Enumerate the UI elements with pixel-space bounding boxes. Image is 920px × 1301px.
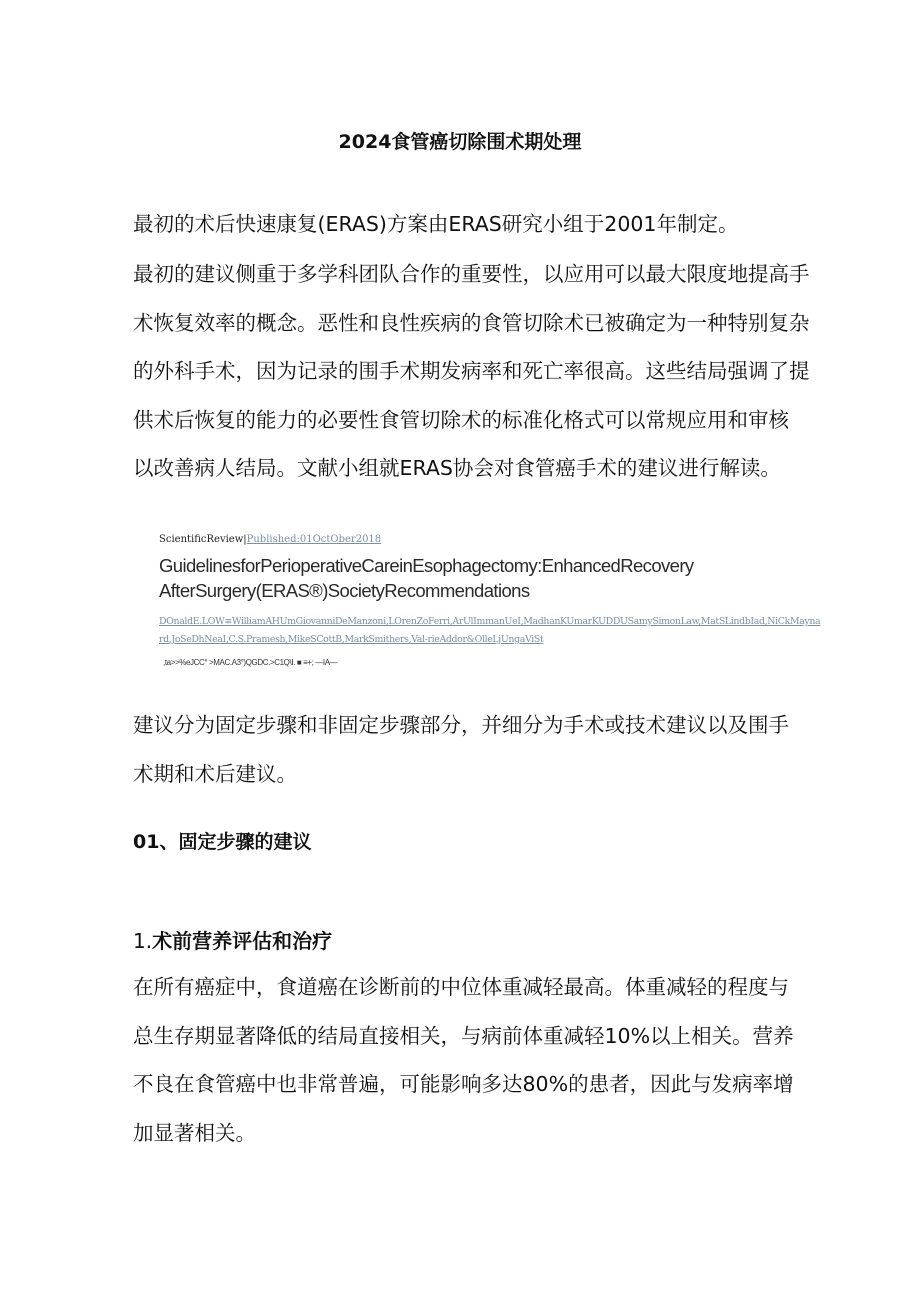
author-line[interactable]: DOnaldE.LOW≡WilliamAHUmGiovanniDeManzoni,LOrenZoFerri,ArUlImmanUeI,MadhanKUmarKUDDUSamySimonLaw,MatSLindbIad,NiCkMayna — [159, 616, 821, 627]
nutrition-paragraph — [133, 963, 793, 1157]
intro-paragraph-1 — [133, 200, 793, 249]
author-list[interactable] — [159, 613, 821, 649]
text-line: 以改善病人结局。文献小组就ERAS协会对食管癌手术的建议进行解读。 — [133, 456, 781, 480]
article-citation-figure — [159, 533, 821, 669]
text-line: 建议分为固定步骤和非固定步骤部分，并细分为手术或技术建议以及围手 — [133, 713, 789, 737]
text-line: 在所有癌症中，食道癌在诊断前的中位体重减轻最高。体重减轻的程度与 — [133, 975, 789, 999]
subsection-number: 1. — [133, 929, 153, 953]
text-line: 术恢复效率的概念。恶性和良性疾病的食管切除术已被确定为一种特别复杂 — [133, 310, 810, 335]
text-line: 最初的术后快速康复(ERAS)方案由ERAS研究小组于2001年制定。 — [133, 212, 739, 236]
text-line: 术期和术后建议。 — [133, 761, 297, 786]
text-line: 供术后恢复的能力的必要性食管切除术的标准化格式可以常规应用和审核 — [133, 407, 789, 432]
journal-meta — [159, 533, 789, 547]
document-title: 2024食管癌切除围术期处理 — [338, 131, 582, 153]
article-title-line: AfterSurgery(ERAS®)SocietyRecommendations — [159, 580, 530, 601]
subsection-title: 术前营养评估和治疗 — [152, 929, 333, 953]
article-title-line: GuidelinesforPerioperativeCareinEsophagectomy:EnhancedRecovery — [159, 555, 694, 576]
author-line[interactable]: rd,JoSeDhNeaI,C.S.Pramesh,MikeSCottB,MarkSmithers,Val-rieAddor&OlleLjUngaViSt — [159, 634, 544, 645]
published-date-link[interactable]: Published:01OctOber2018 — [246, 534, 382, 545]
text-line: 最初的建议侧重于多学科团队合作的重要性，以应用可以最大限度地提高手 — [133, 262, 810, 286]
journal-name: ScientificReview| — [159, 534, 247, 545]
steps-paragraph — [133, 701, 793, 798]
figure-footer-strip: ,ta>>%eJCC° >MAC.A3°)QGDC.>C1Q\Ⅰ. ■ ≡+; —IA— — [163, 658, 338, 667]
text-line: 加显著相关。 — [133, 1120, 256, 1145]
section-heading: 01、固定步骤的建议 — [133, 831, 312, 853]
article-title — [159, 553, 789, 603]
intro-paragraph-2 — [133, 250, 810, 493]
text-line: 总生存期显著降低的结局直接相关，与病前体重减轻10%以上相关。营养 — [133, 1023, 794, 1048]
subsection-heading — [133, 927, 332, 955]
text-line: 不良在食管癌中也非常普遍，可能影响多达80%的患者，因此与发病率增 — [133, 1072, 794, 1096]
text-line: 的外科手术，因为记录的围手术期发病率和死亡率很高。这些结局强调了提 — [133, 359, 810, 383]
